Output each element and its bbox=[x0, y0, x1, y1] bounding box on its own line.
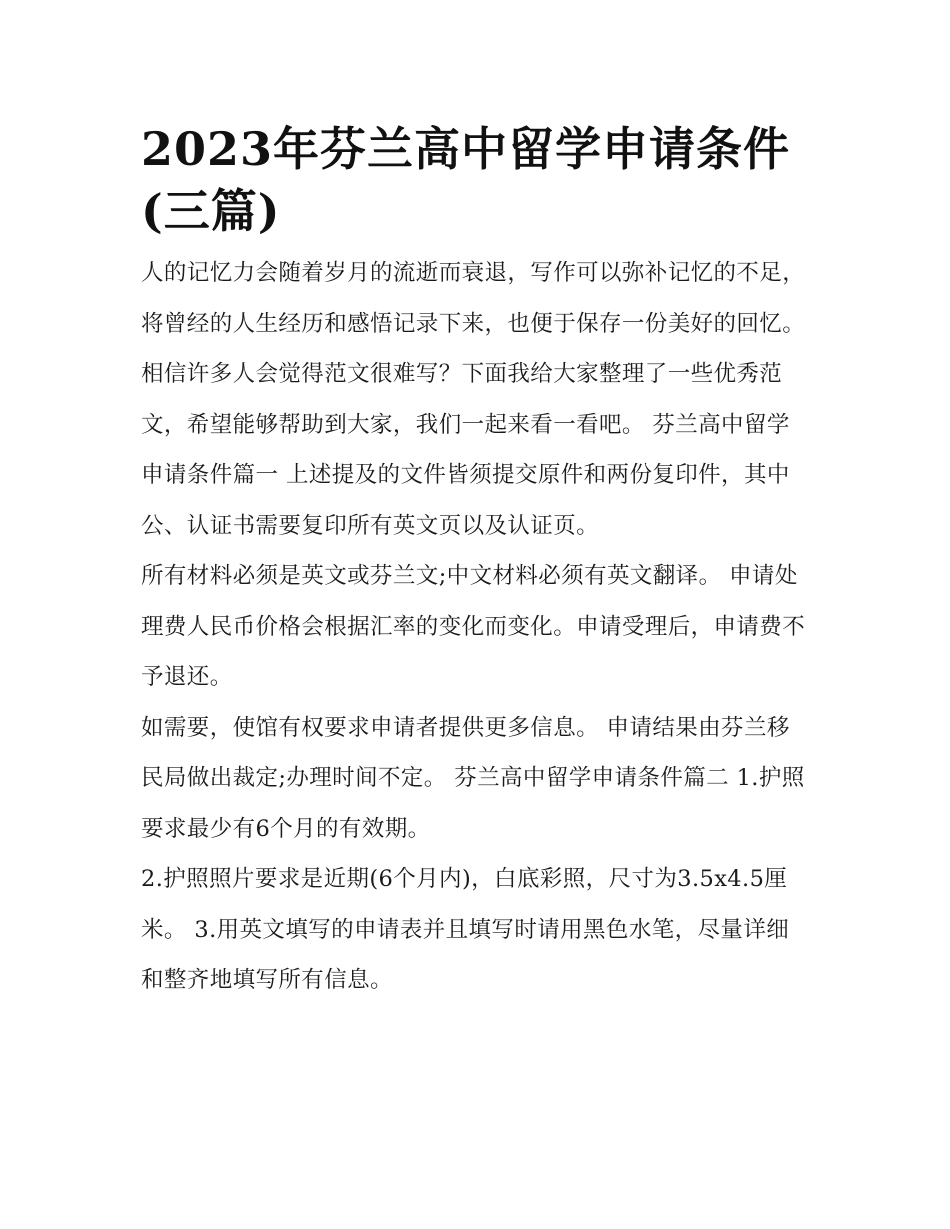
paragraph-photo: 2.护照照片要求是近期(6个月内)，白底彩照，尺寸为3.5x4.5厘米。 3.用英文填写的申请表并且填写时请用黑色水笔，尽量详细和整齐地填写所有信息。 bbox=[141, 866, 790, 993]
document-content bbox=[141, 118, 811, 1006]
paragraph-embassy: 如需要，使馆有权要求申请者提供更多信息。 申请结果由芬兰移民局做出裁定;办理时间不定。 芬兰高中留学申请条件篇二 1.护照要求最少有6个月的有效期。 bbox=[141, 714, 805, 842]
paragraph-intro: 人的记忆力会随着岁月的流逝而衰退，写作可以弥补记忆的不足，将曾经的人生经历和感悟记录下来，也便于保存一份美好的回忆。相信许多人会觉得范文很难写？下面我给大家整理了一些优秀范文，希望能够帮助到大家，我们一起来看一看吧。 芬兰高中留学申请条件篇一 上述提及的文件皆须提交原件和两份复印件，其中公、认证书需要复印所有英文页以及认证页。 bbox=[141, 260, 806, 539]
document-title: 2023年芬兰高中留学申请条件(三篇) bbox=[141, 122, 791, 238]
paragraph-materials: 所有材料必须是英文或芬兰文;中文材料必须有英文翻译。 申请处理费人民币价格会根据汇率的变化而变化。申请受理后，申请费不予退还。 bbox=[141, 563, 806, 690]
